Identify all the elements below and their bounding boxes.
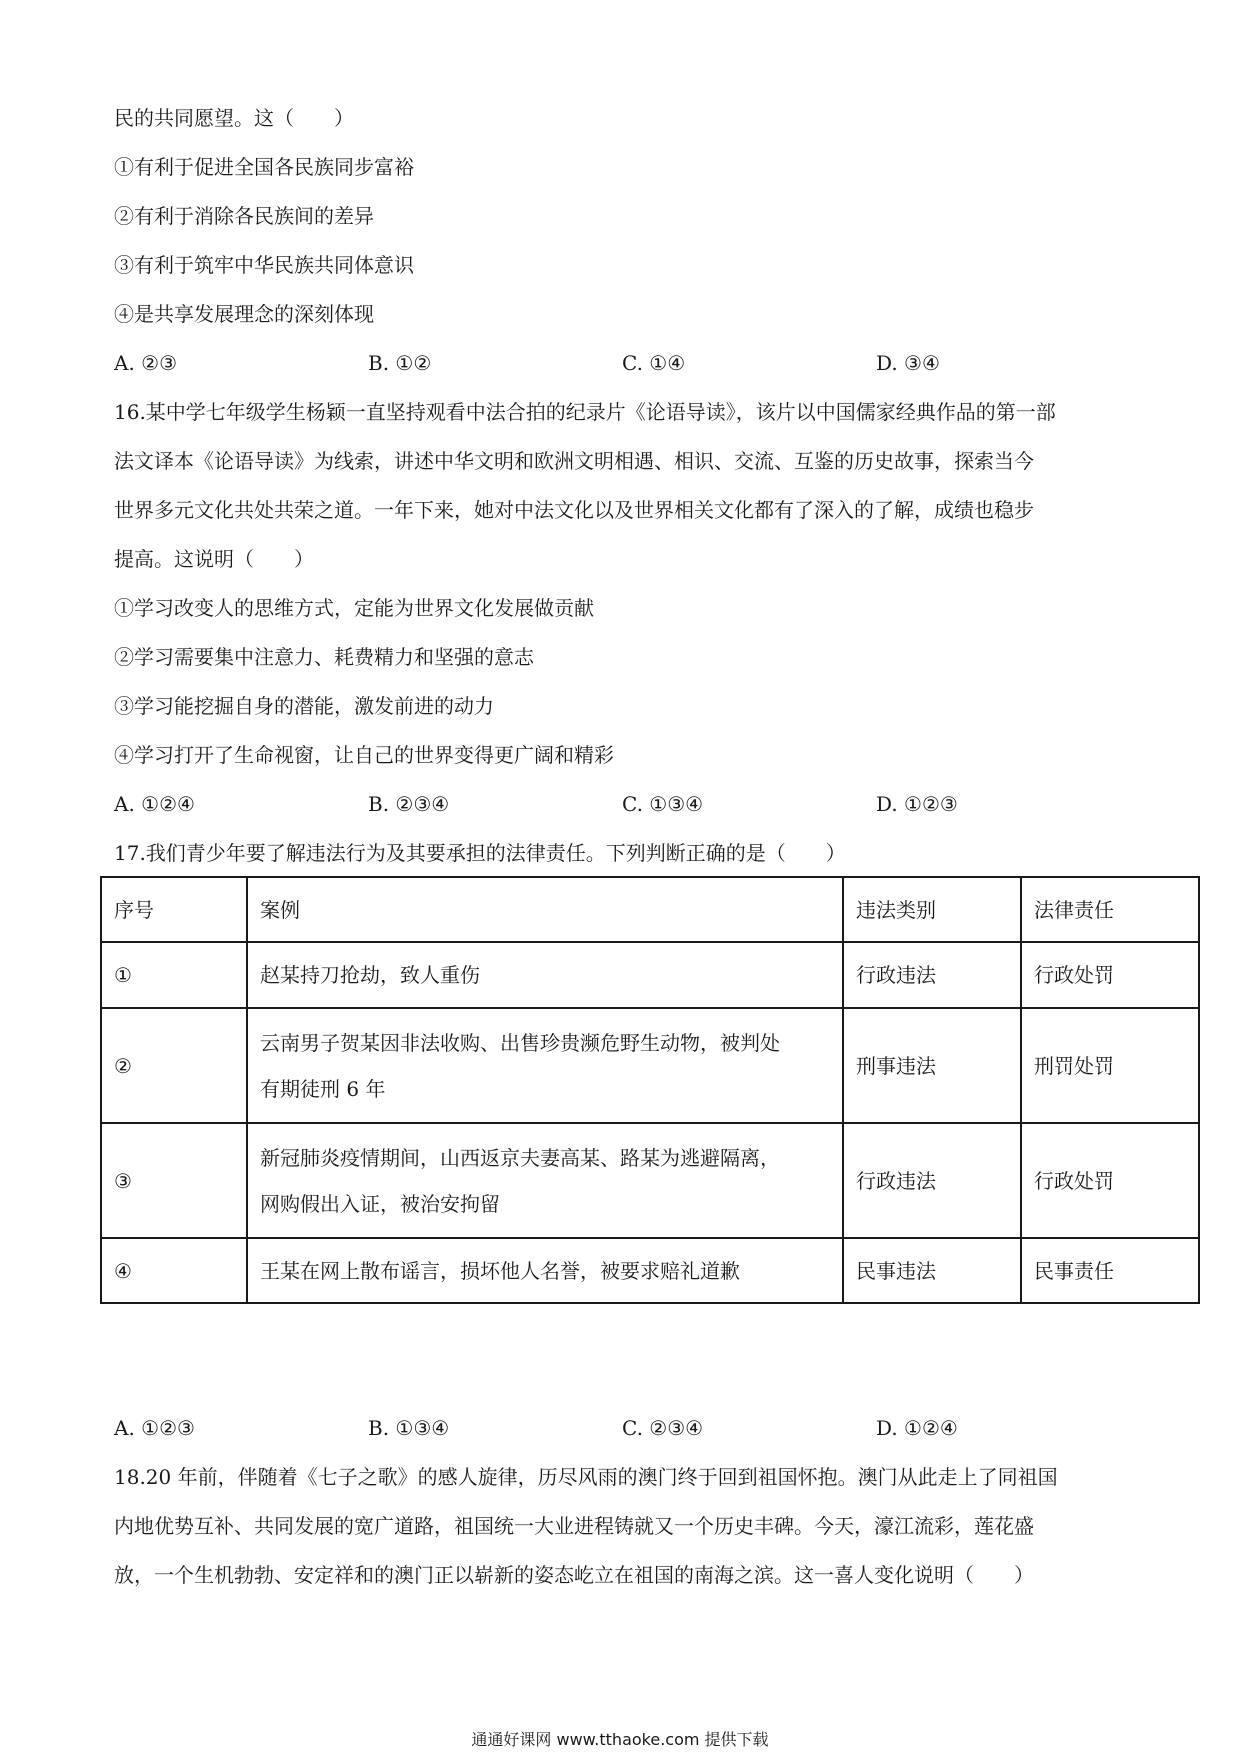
q18-stem-line-2: 内地优势互补、共同发展的宽广道路，祖国统一大业进程铸就又一个历史丰碑。今天，濠江流彩，莲花盛: [114, 1514, 1034, 1538]
q15-statement-2: ②有利于消除各民族间的差异: [114, 204, 374, 228]
q15-option-d: D. ③④: [876, 351, 940, 375]
header-type: 违法类别: [843, 877, 1021, 942]
row-type: 刑事违法: [843, 1008, 1021, 1123]
page-footer: 通通好课网 www.tthaoke.com 提供下载: [471, 1730, 769, 1749]
q18-stem-line-1: 18.20 年前，伴随着《七子之歌》的感人旋律，历尽风雨的澳门终于回到祖国怀抱。澳门从此走上了同祖国: [114, 1465, 1058, 1489]
row-type: 民事违法: [843, 1238, 1021, 1303]
q16-statement-1: ①学习改变人的思维方式，定能为世界文化发展做贡献: [114, 596, 594, 620]
row-type: 行政违法: [843, 1123, 1021, 1238]
law-table: [100, 876, 1200, 1304]
row-case: [247, 1008, 843, 1123]
q15-option-a: A. ②③: [114, 351, 178, 375]
table-row: [101, 1123, 1199, 1238]
q17-option-a: A. ①②③: [114, 1416, 195, 1440]
q16-option-c: C. ①③④: [622, 792, 704, 816]
header-no: 序号: [101, 877, 247, 942]
q16-option-a: A. ①②④: [114, 792, 195, 816]
q15-option-b: B. ①②: [368, 351, 432, 375]
row-case-line-1: 新冠肺炎疫情期间，山西返京夫妻高某、路某为逃避隔离，: [260, 1145, 780, 1170]
row-liability: 民事责任: [1021, 1238, 1199, 1303]
q17-options: [114, 1414, 1114, 1442]
row-liability: 行政处罚: [1021, 942, 1199, 1008]
q15-statement-4: ④是共享发展理念的深刻体现: [114, 302, 374, 326]
q17-stem: 17.我们青少年要了解违法行为及其要承担的法律责任。下列判断正确的是（ ）: [114, 841, 846, 865]
row-no: ③: [101, 1123, 247, 1238]
row-case: 赵某持刀抢劫，致人重伤: [247, 942, 843, 1008]
row-type: 行政违法: [843, 942, 1021, 1008]
table-header-row: [101, 877, 1199, 942]
q17-option-b: B. ①③④: [368, 1416, 450, 1440]
row-case-line-2: 有期徒刑 6 年: [260, 1076, 386, 1101]
q16-stem-line-2: 法文译本《论语导读》为线索，讲述中华文明和欧洲文明相遇、相识、交流、互鉴的历史故事，探索当今: [114, 449, 1034, 473]
q15-options: [114, 349, 1114, 377]
row-no: ②: [101, 1008, 247, 1123]
header-case: 案例: [247, 877, 843, 942]
q16-statement-4: ④学习打开了生命视窗，让自己的世界变得更广阔和精彩: [114, 743, 614, 767]
header-liability: 法律责任: [1021, 877, 1199, 942]
q16-option-b: B. ②③④: [368, 792, 450, 816]
row-no: ①: [101, 942, 247, 1008]
row-no: ④: [101, 1238, 247, 1303]
q15-stem: 民的共同愿望。这（ ）: [114, 106, 354, 130]
q15-statement-3: ③有利于筑牢中华民族共同体意识: [114, 253, 414, 277]
row-case-line-2: 网购假出入证，被治安拘留: [260, 1191, 500, 1216]
q16-options: [114, 790, 1114, 818]
q16-stem-line-1: 16.某中学七年级学生杨颖一直坚持观看中法合拍的纪录片《论语导读》，该片以中国儒家经典作品的第一部: [114, 400, 1056, 424]
q15-option-c: C. ①④: [622, 351, 686, 375]
row-liability: 刑罚处罚: [1021, 1008, 1199, 1123]
q15-statement-1: ①有利于促进全国各民族同步富裕: [114, 155, 414, 179]
row-case: [247, 1123, 843, 1238]
q16-stem-line-4: 提高。这说明（ ）: [114, 547, 314, 571]
row-liability: 行政处罚: [1021, 1123, 1199, 1238]
q17-option-c: C. ②③④: [622, 1416, 704, 1440]
table-row: [101, 1008, 1199, 1123]
table-row: [101, 942, 1199, 1008]
row-case: 王某在网上散布谣言，损坏他人名誉，被要求赔礼道歉: [247, 1238, 843, 1303]
q16-option-d: D. ①②③: [876, 792, 958, 816]
q17-option-d: D. ①②④: [876, 1416, 958, 1440]
q18-stem-line-3: 放，一个生机勃勃、安定祥和的澳门正以崭新的姿态屹立在祖国的南海之滨。这一喜人变化说明（ ）: [114, 1563, 1034, 1587]
q16-statement-3: ③学习能挖掘自身的潜能，激发前进的动力: [114, 694, 494, 718]
table-row: [101, 1238, 1199, 1303]
q16-statement-2: ②学习需要集中注意力、耗费精力和坚强的意志: [114, 645, 534, 669]
q16-stem-line-3: 世界多元文化共处共荣之道。一年下来，她对中法文化以及世界相关文化都有了深入的了解，成绩也稳步: [114, 498, 1034, 522]
row-case-line-1: 云南男子贺某因非法收购、出售珍贵濒危野生动物，被判处: [260, 1030, 780, 1055]
